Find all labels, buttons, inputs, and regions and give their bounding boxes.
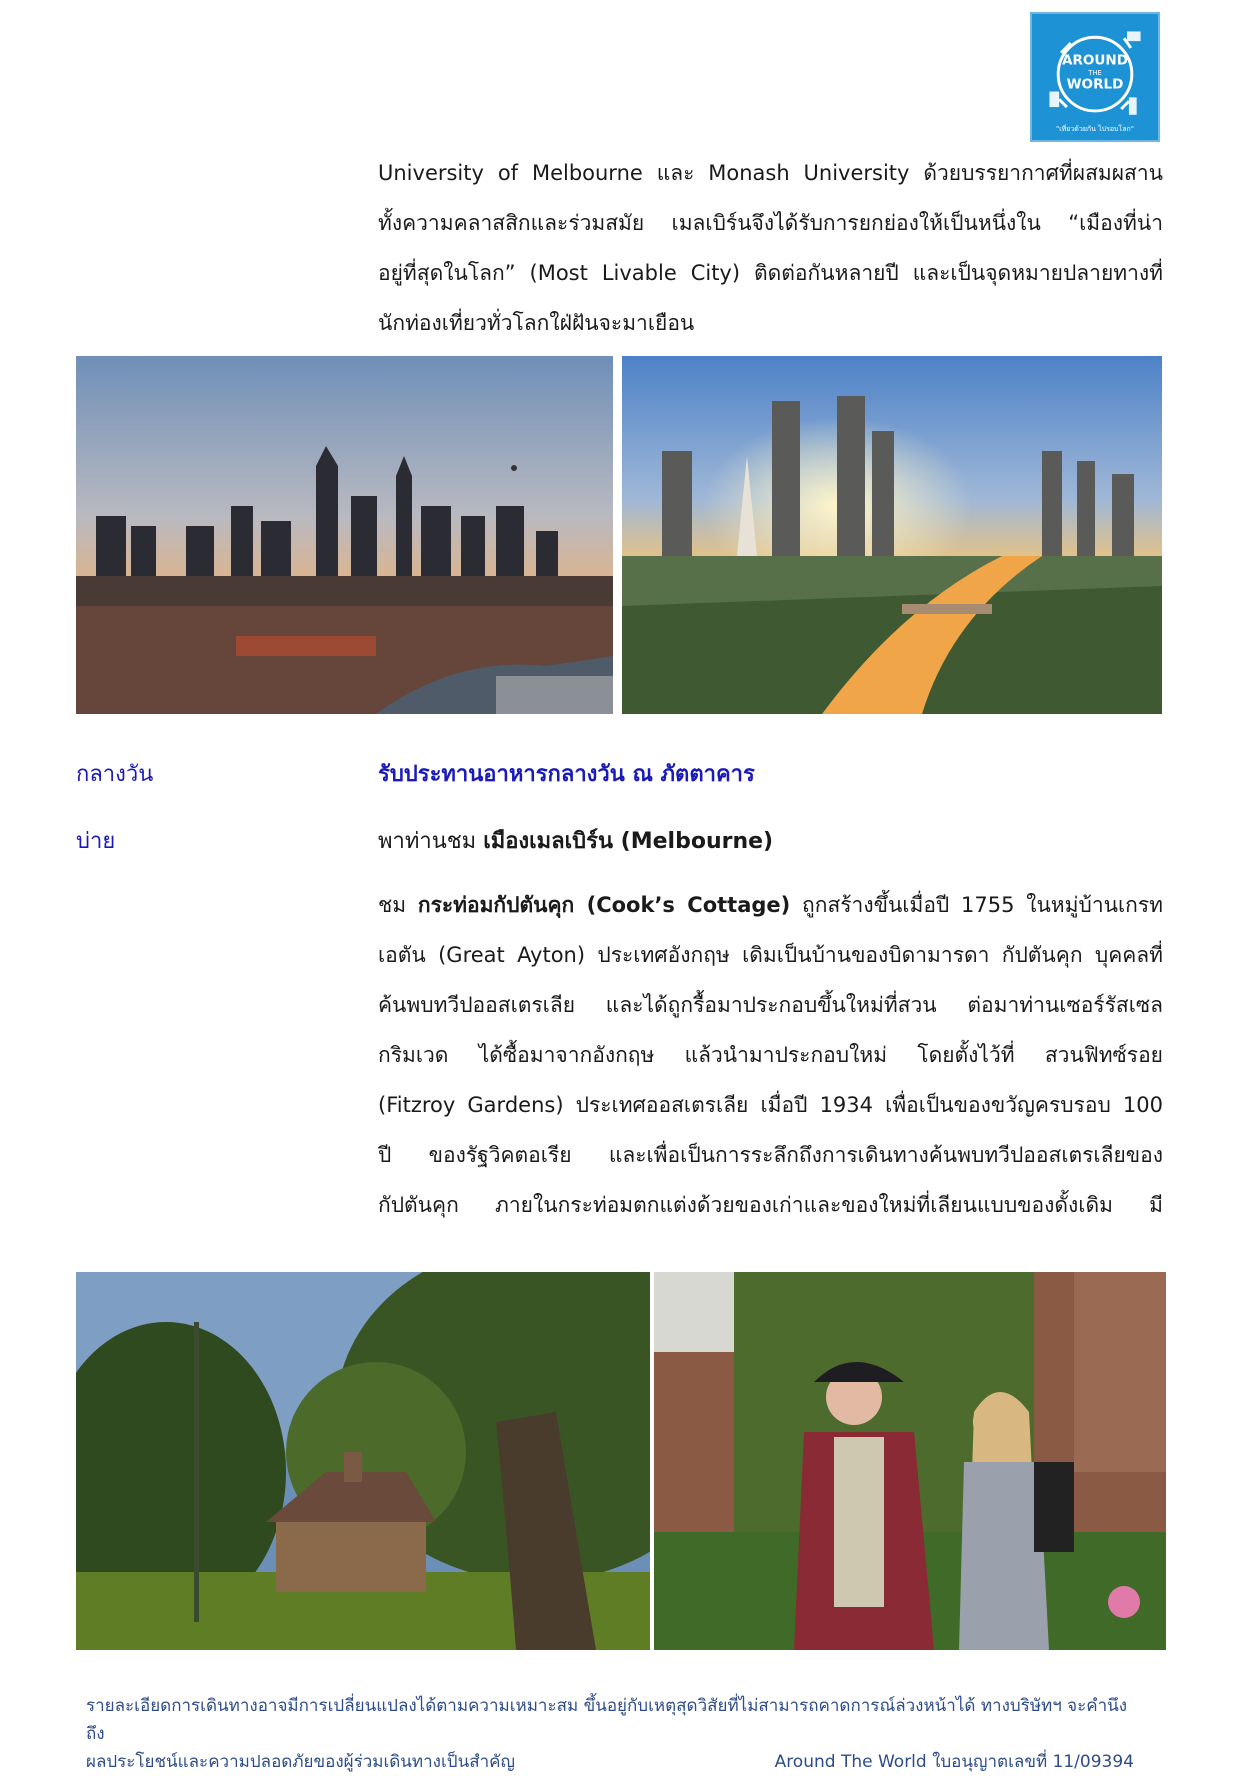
afternoon-prefix: พาท่านชม: [378, 829, 484, 854]
footer-line-1: รายละเอียดการเดินทางอาจมีการเปลี่ยนแปลงได้ตามความเหมาะสม ขึ้นอยู่กับเหตุสุดวิสัยที่ไม่สามารถคาดการณ์ล่วงหน้าได้ ทางบริษัทฯ จะคำนึงถึง: [86, 1696, 1128, 1744]
svg-text:WORLD: WORLD: [1066, 76, 1124, 93]
cottage-line: ค้นพบทวีปออสเตรเลีย และได้ถูกรื้อมาประกอบขึ้นใหม่ที่สวน ต่อมาท่านเซอร์รัสเซล: [378, 993, 1163, 1017]
intro-line: ทั้งความคลาสสิกและร่วมสมัย เมลเบิร์นจึงได้รับการยกย่องให้เป็นหนึ่งใน “เมืองที่น่า: [378, 211, 1163, 235]
cottage-paragraph: [378, 880, 1163, 1230]
cottage-line: (Fitzroy Gardens) ประเทศออสเตรเลีย เมื่อปี 1934 เพื่อเป็นของขวัญครบรอบ 100: [378, 1093, 1163, 1117]
intro-paragraph: [378, 148, 1163, 348]
svg-text:AROUND: AROUND: [1061, 52, 1129, 69]
afternoon-text: [378, 823, 773, 858]
afternoon-destination: เมืองเมลเบิร์น (Melbourne): [483, 829, 774, 854]
lunch-text: [378, 756, 755, 791]
cottage-line-first: [378, 880, 1163, 930]
company-logo: [1030, 12, 1160, 142]
license-number: Around The World ใบอนุญาตเลขที่ 11/09394: [774, 1752, 1134, 1772]
intro-line: University of Melbourne และ Monash University ด้วยบรรยากาศที่ผสมผสาน: [378, 161, 1163, 185]
footer-line-2: [86, 1748, 1134, 1776]
cottage-first-rest: ถูกสร้างขึ้นเมื่อปี 1755 ในหมู่บ้านเกรท: [790, 893, 1163, 917]
logo-tagline: "เที่ยวด้วยกัน ไปรอบโลก": [1056, 125, 1134, 133]
afternoon-label: บ่าย: [76, 829, 116, 854]
intro-line: อยู่ที่สุดในโลก” (Most Livable City) ติดต่อกันหลายปี และเป็นจุดหมายปลายทางที่: [378, 261, 1163, 285]
costumed-guide-photo: [654, 1272, 1166, 1650]
cooks-cottage-garden-photo: [76, 1272, 650, 1650]
lunch-description: รับประทานอาหารกลางวัน ณ ภัตตาคาร: [378, 762, 755, 787]
cottage-line: ปี ของรัฐวิคตอเรีย และเพื่อเป็นการระลึกถึงการเดินทางค้นพบทวีปออสเตรเลียของ: [378, 1143, 1163, 1167]
cottage-line: กัปตันคุก ภายในกระท่อมตกแต่งด้วยของเก่าและของใหม่ที่เลียนแบบของดั้งเดิม มี: [378, 1193, 1163, 1217]
lunch-label: กลางวัน: [76, 762, 154, 787]
footer-line-2-left: ผลประโยชน์และความปลอดภัยของผู้ร่วมเดินทางเป็นสำคัญ: [86, 1752, 515, 1772]
svg-text:THE: THE: [1088, 69, 1102, 78]
melbourne-skyline-dusk-photo: [76, 356, 613, 714]
globe-logo-icon: [1032, 14, 1158, 140]
footer-disclaimer: [86, 1692, 1134, 1776]
cottage-line: เอตัน (Great Ayton) ประเทศอังกฤษ เดิมเป็นบ้านของบิดามารดา กัปตันคุก บุคคลที่: [378, 943, 1163, 967]
yarra-river-sunset-photo: [622, 356, 1162, 714]
cottage-line: กริมเวด ได้ซื้อมาจากอังกฤษ แล้วนำมาประกอบใหม่ โดยตั้งไว้ที่ สวนฟิทซ์รอย: [378, 1043, 1163, 1067]
cottage-title: กระท่อมกัปตันคุก (Cook’s Cottage): [417, 893, 791, 917]
intro-line: นักท่องเที่ยวทั่วโลกใฝ่ฝันจะมาเยือน: [378, 311, 695, 335]
cottage-prefix: ชม: [378, 893, 418, 917]
